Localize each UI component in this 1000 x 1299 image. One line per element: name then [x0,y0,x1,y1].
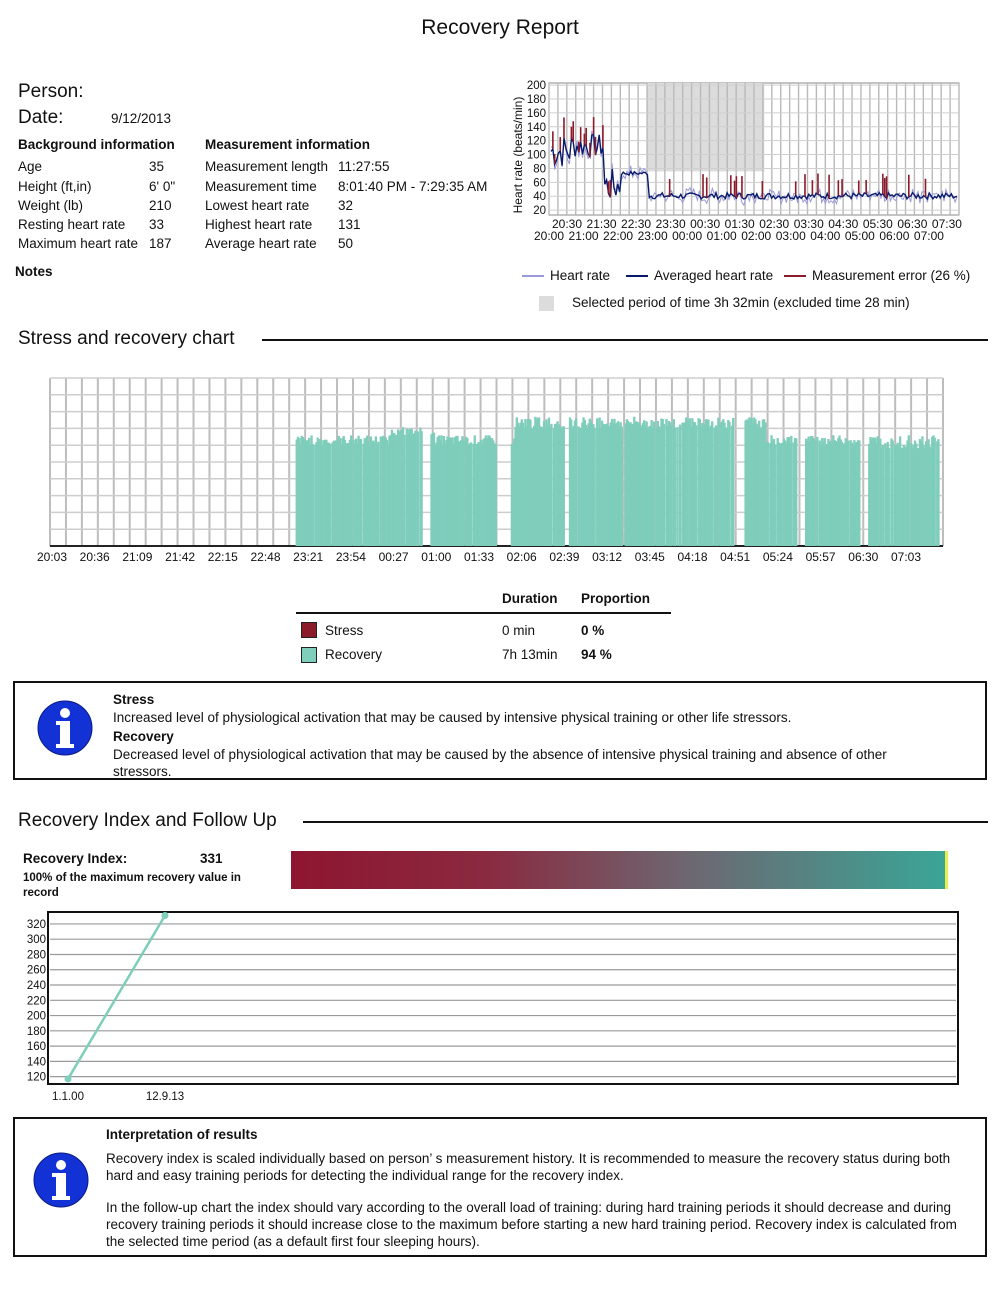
hr-x-tick-top: 22:30 [621,217,652,231]
background-label: Height (ft,in) [18,179,92,194]
hr-y-tick: 20 [533,205,546,218]
heart-rate-axis-label: Heart rate (beats/min) [511,96,525,214]
background-value: 35 [149,159,165,174]
sr-recovery-bar [877,436,879,546]
col-proportion: Proportion [581,591,650,606]
sr-x-tick: 04:18 [677,550,708,564]
stress-swatch [301,622,317,638]
legend-averaged [626,268,773,283]
col-duration: Duration [502,591,558,606]
legend-averaged-label: Averaged heart rate [654,268,774,283]
notes-label: Notes [15,264,53,279]
background-value: 187 [149,236,172,251]
stress-info-text: Increased level of physiological activation that may be caused by intensive physical training or other life stressors. [113,710,792,725]
hr-x-tick-top: 23:30 [655,217,686,231]
legend-selected-label: Selected period of time 3h 32min (excluded time 28 min) [572,295,910,310]
background-value: 6' 0" [149,179,176,194]
hr-x-tick-top: 02:30 [759,217,790,231]
recovery-index-label: Recovery Index: [23,851,128,866]
sr-x-tick: 00:27 [378,550,409,564]
hr-x-tick-top: 20:30 [551,217,583,231]
section-rule [303,821,988,823]
sr-x-tick: 02:06 [506,550,537,564]
sr-recovery-bar [888,448,890,546]
hr-x-tick-bottom: 07:00 [913,229,944,243]
sr-x-tick: 05:57 [805,550,836,564]
interpretation-title: Interpretation of results [106,1127,258,1142]
background-label: Resting heart rate [18,217,126,232]
stress-recovery-info-box [13,681,987,780]
table-rule [296,612,671,614]
sr-recovery-bar [575,418,577,546]
sr-x-tick: 04:51 [720,550,751,564]
ri-y-tick: 180 [26,1025,46,1038]
sr-recovery-bar [417,432,419,546]
sr-recovery-bar [550,424,552,546]
sr-recovery-bar [360,439,362,546]
hr-x-tick-bottom: 00:00 [672,229,703,243]
measurement-value: 50 [338,236,354,251]
background-label: Weight (lb) [18,198,84,213]
sr-recovery-bar [795,438,797,546]
recovery-index-gradient-bar [291,851,946,889]
background-value: 210 [149,198,172,213]
sr-x-tick: 20:03 [36,550,68,564]
sr-recovery-bar [350,435,352,546]
sr-x-tick: 20:36 [79,550,110,564]
hr-x-tick-bottom: 20:00 [533,229,565,243]
stress-recovery-chart [30,372,960,570]
ri-x-tick: 1.1.00 [52,1091,84,1103]
sr-recovery-bar [767,442,769,546]
info-icon [32,1151,90,1209]
hr-y-tick: 40 [533,191,546,204]
ri-y-tick: 120 [26,1071,46,1084]
sr-recovery-bar [814,441,816,546]
hr-x-tick-top: 05:30 [862,217,893,231]
heart-rate-chart [505,75,983,255]
hr-x-tick-top: 06:30 [897,217,928,231]
stress-row-proportion: 0 % [581,623,605,638]
sr-recovery-bar [420,431,422,546]
ri-y-tick: 140 [26,1056,46,1069]
legend-heart-rate [522,268,610,283]
hr-y-tick: 80 [533,163,546,176]
ri-y-tick: 260 [26,964,46,977]
recovery-row-proportion: 94 % [581,647,612,662]
sr-recovery-bar [594,428,596,546]
stress-info-title: Stress [113,692,155,707]
ri-y-tick: 240 [26,980,46,993]
ri-plot-frame [48,912,958,1084]
sr-recovery-bar [312,444,314,546]
sr-x-tick: 03:12 [592,550,623,564]
sr-x-tick: 22:15 [207,550,238,564]
sr-recovery-bar [711,421,713,546]
section-rule [262,339,988,341]
recovery-index-note: 100% of the maximum recovery value in record [23,872,241,899]
sr-x-tick: 03:45 [634,550,665,564]
sr-recovery-bar [621,427,623,546]
sr-recovery-bar [563,426,565,546]
hr-x-tick-bottom: 01:00 [706,229,737,243]
stress-section-heading: Stress and recovery chart [18,328,242,350]
measurement-value: 32 [338,198,354,213]
sr-recovery-bar [882,445,884,546]
measurement-value: 11:27:55 [338,159,390,174]
sr-recovery-bar [937,439,939,546]
interpretation-info-box [13,1117,987,1257]
ri-y-tick: 200 [26,1010,46,1023]
hr-x-tick-bottom: 04:00 [810,229,841,243]
hr-x-tick-top: 03:30 [793,217,824,231]
legend-error [784,268,970,283]
sr-x-tick: 23:21 [293,550,324,564]
measurement-label: Measurement length [205,159,329,174]
legend-selected [539,295,910,311]
ri-y-tick: 320 [26,918,46,931]
sr-recovery-bar [728,422,730,546]
measurement-heading: Measurement information [205,137,371,152]
sr-x-tick: 02:39 [549,550,580,564]
hr-x-tick-top: 00:30 [690,217,721,231]
hr-x-tick-top: 21:30 [586,217,617,231]
background-value: 33 [149,217,165,232]
sr-recovery-bar [403,435,405,546]
hr-x-tick-bottom: 23:00 [637,229,668,243]
report-title: Recovery Report [421,16,579,39]
sr-recovery-bar [847,441,849,546]
sr-recovery-bar [774,444,776,546]
hr-y-tick: 160 [526,107,546,120]
recovery-index-value: 331 [200,851,223,866]
sr-x-tick: 05:24 [762,550,793,564]
sr-recovery-bar [329,444,331,546]
sr-recovery-bar [495,443,497,546]
sr-recovery-bar [674,428,676,546]
recovery-row-duration: 7h 13min [502,647,558,662]
sr-recovery-bar [670,426,672,546]
measurement-label: Average heart rate [205,236,317,251]
recovery-info-title: Recovery [113,729,174,744]
sr-x-tick: 01:33 [463,550,495,564]
sr-recovery-bar [676,427,678,546]
person-label: Person: [18,81,84,102]
sr-x-tick: 07:03 [890,550,922,564]
sr-x-tick: 23:54 [335,550,366,564]
sr-recovery-bar [653,422,655,546]
sr-recovery-bar [908,435,910,546]
sr-x-tick: 22:48 [250,550,281,564]
legend-averaged-line [626,275,648,277]
ri-x-tick: 12.9.13 [145,1091,185,1103]
hr-x-tick-bottom: 21:00 [568,229,599,243]
legend-selected-swatch [539,296,554,311]
hr-x-tick-bottom: 06:00 [879,229,910,243]
sr-recovery-bar [816,437,818,546]
sr-recovery-bar [470,442,472,546]
hr-y-tick: 120 [526,135,546,148]
stress-row-duration: 0 min [502,623,536,638]
date-value: 9/12/2013 [111,111,172,126]
measurement-value: 131 [338,217,361,232]
sr-recovery-bar [934,438,936,546]
legend-heart-rate-line [522,275,544,277]
recovery-info-text: Decreased level of physiological activation that may be caused by the absence of intensive physical training and absence of other stressors. [113,747,887,779]
date-label: Date: [18,107,64,128]
sr-recovery-bar [732,418,734,546]
sr-x-tick: 06:30 [848,550,879,564]
recovery-swatch [301,647,317,663]
hr-x-tick-top: 07:30 [931,217,962,231]
ri-data-point [65,1075,72,1082]
ri-y-tick: 220 [26,995,46,1008]
measurement-label: Lowest heart rate [205,198,310,213]
ri-y-tick: 300 [26,934,46,947]
sr-x-tick: 21:42 [165,550,196,564]
info-icon [36,699,94,757]
hr-x-tick-bottom: 05:00 [844,229,875,243]
recovery-section-heading: Recovery Index and Follow Up [18,810,285,832]
interpretation-paragraph-1: Recovery index is scaled individually based on person’ s measurement history. It is recommended to measure the recovery status during both hard and easy training periods for detecting the individual range for the recovery index. [106,1151,951,1183]
legend-error-label: Measurement error (26 %) [812,268,971,283]
background-label: Maximum heart rate [18,236,139,251]
hr-x-tick-bottom: 03:00 [775,229,806,243]
ri-y-tick: 160 [26,1041,46,1054]
recovery-index-chart [14,910,964,1105]
sr-x-tick: 21:09 [122,550,153,564]
measurement-value: 8:01:40 PM - 7:29:35 AM [338,179,488,194]
ri-data-point [162,912,169,919]
sr-recovery-bar [858,440,860,546]
measurement-label: Measurement time [205,179,317,194]
sr-recovery-bar [663,424,665,546]
ri-y-tick: 280 [26,949,46,962]
sr-x-tick: 01:00 [421,550,452,564]
stress-row-label: Stress [325,623,364,638]
background-label: Age [18,159,43,174]
sr-recovery-bar [462,440,464,546]
hr-y-tick: 180 [526,93,546,106]
background-heading: Background information [18,137,175,152]
sr-recovery-bar [679,425,681,546]
hr-x-tick-bottom: 02:00 [741,229,772,243]
sr-recovery-bar [892,440,894,546]
recovery-row-label: Recovery [325,647,383,662]
interpretation-paragraph-2: In the follow-up chart the index should vary according to the overall load of training: during hard training periods it should decrease and during recovery training periods it should increase close to the maximum before starting a new hard training period. Recovery index is calculated from the selected time period (as a default first four sleeping hours). [106,1200,957,1249]
measurement-label: Highest heart rate [205,217,313,232]
hr-y-tick: 100 [526,149,546,162]
hr-y-tick: 140 [526,121,546,134]
sr-recovery-bar [790,436,792,546]
recovery-index-marker [945,851,948,889]
legend-heart-rate-label: Heart rate [550,268,611,283]
sr-recovery-bar [377,442,379,546]
hr-y-tick: 60 [533,177,546,190]
legend-error-line [784,275,806,277]
sr-recovery-bar [717,418,719,546]
hr-y-tick: 200 [526,80,546,93]
sr-recovery-bar [695,425,697,546]
hr-x-tick-top: 04:30 [828,217,859,231]
hr-x-tick-top: 01:30 [724,217,755,231]
hr-x-tick-bottom: 22:00 [603,229,634,243]
